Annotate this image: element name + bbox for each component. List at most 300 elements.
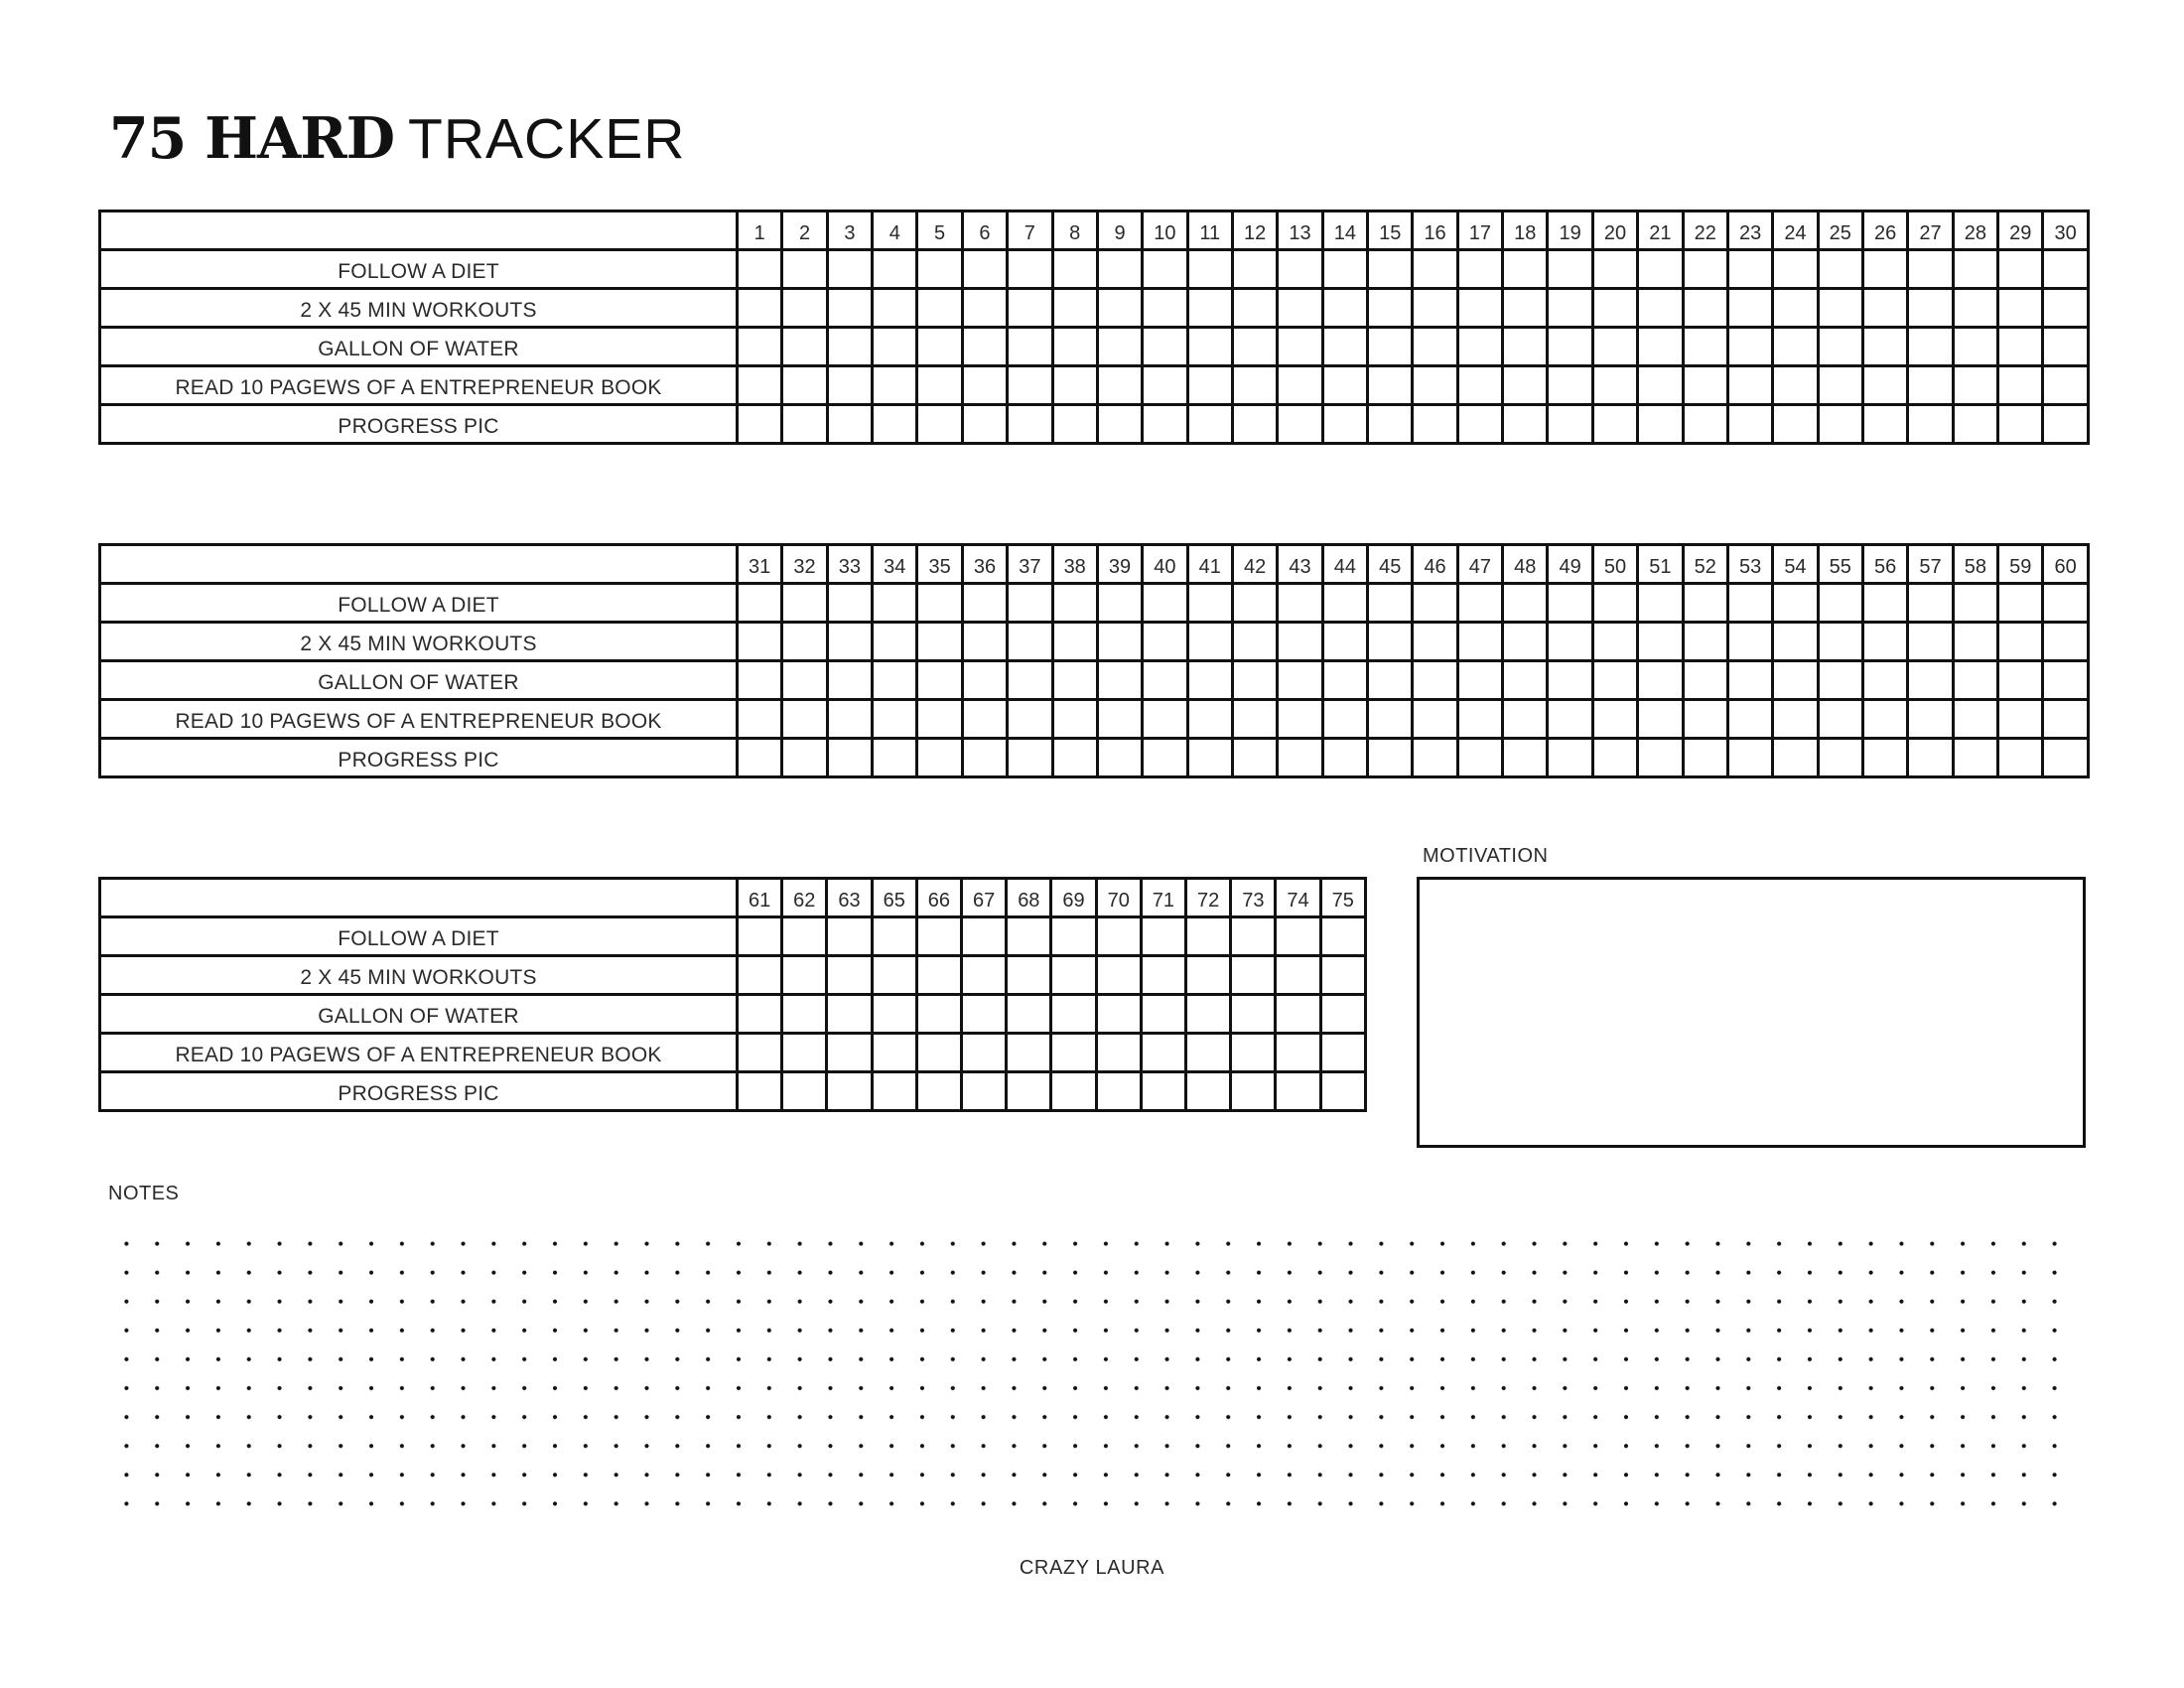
- checkbox-cell[interactable]: [782, 623, 827, 661]
- checkbox-cell[interactable]: [1592, 289, 1637, 328]
- checkbox-cell[interactable]: [873, 700, 917, 739]
- checkbox-cell[interactable]: [1187, 739, 1232, 777]
- checkbox-cell[interactable]: [1051, 956, 1096, 995]
- checkbox-cell[interactable]: [738, 250, 782, 289]
- checkbox-cell[interactable]: [782, 995, 827, 1034]
- checkbox-cell[interactable]: [738, 917, 782, 956]
- checkbox-cell[interactable]: [1592, 584, 1637, 623]
- checkbox-cell[interactable]: [1278, 584, 1322, 623]
- checkbox-cell[interactable]: [1322, 584, 1367, 623]
- checkbox-cell[interactable]: [917, 289, 962, 328]
- checkbox-cell[interactable]: [1186, 956, 1231, 995]
- checkbox-cell[interactable]: [1503, 739, 1548, 777]
- checkbox-cell[interactable]: [1320, 1034, 1365, 1072]
- checkbox-cell[interactable]: [1908, 366, 1953, 405]
- checkbox-cell[interactable]: [1008, 739, 1052, 777]
- checkbox-cell[interactable]: [1908, 328, 1953, 366]
- checkbox-cell[interactable]: [1097, 366, 1142, 405]
- checkbox-cell[interactable]: [872, 1034, 916, 1072]
- checkbox-cell[interactable]: [1908, 289, 1953, 328]
- checkbox-cell[interactable]: [916, 1034, 961, 1072]
- checkbox-cell[interactable]: [827, 956, 872, 995]
- checkbox-cell[interactable]: [1141, 1072, 1185, 1111]
- checkbox-cell[interactable]: [1953, 250, 1997, 289]
- checkbox-cell[interactable]: [1638, 661, 1683, 700]
- checkbox-cell[interactable]: [1276, 956, 1320, 995]
- checkbox-cell[interactable]: [1008, 700, 1052, 739]
- checkbox-cell[interactable]: [782, 1072, 827, 1111]
- checkbox-cell[interactable]: [1862, 739, 1907, 777]
- checkbox-cell[interactable]: [738, 289, 782, 328]
- checkbox-cell[interactable]: [738, 366, 782, 405]
- checkbox-cell[interactable]: [1862, 289, 1907, 328]
- checkbox-cell[interactable]: [738, 584, 782, 623]
- checkbox-cell[interactable]: [1503, 623, 1548, 661]
- checkbox-cell[interactable]: [827, 328, 872, 366]
- checkbox-cell[interactable]: [1548, 289, 1592, 328]
- checkbox-cell[interactable]: [1322, 623, 1367, 661]
- checkbox-cell[interactable]: [1052, 289, 1097, 328]
- checkbox-cell[interactable]: [782, 917, 827, 956]
- checkbox-cell[interactable]: [962, 289, 1007, 328]
- checkbox-cell[interactable]: [873, 623, 917, 661]
- checkbox-cell[interactable]: [1862, 661, 1907, 700]
- checkbox-cell[interactable]: [1413, 366, 1457, 405]
- checkbox-cell[interactable]: [1278, 661, 1322, 700]
- checkbox-cell[interactable]: [1232, 405, 1277, 444]
- checkbox-cell[interactable]: [1143, 405, 1187, 444]
- checkbox-cell[interactable]: [1097, 700, 1142, 739]
- checkbox-cell[interactable]: [827, 250, 872, 289]
- checkbox-cell[interactable]: [917, 739, 962, 777]
- checkbox-cell[interactable]: [1773, 700, 1818, 739]
- checkbox-cell[interactable]: [1908, 250, 1953, 289]
- checkbox-cell[interactable]: [782, 250, 827, 289]
- checkbox-cell[interactable]: [1008, 623, 1052, 661]
- checkbox-cell[interactable]: [2043, 661, 2088, 700]
- checkbox-cell[interactable]: [1727, 250, 1772, 289]
- checkbox-cell[interactable]: [916, 1072, 961, 1111]
- checkbox-cell[interactable]: [1862, 700, 1907, 739]
- checkbox-cell[interactable]: [1592, 328, 1637, 366]
- checkbox-cell[interactable]: [1052, 366, 1097, 405]
- checkbox-cell[interactable]: [1368, 328, 1413, 366]
- checkbox-cell[interactable]: [1862, 328, 1907, 366]
- checkbox-cell[interactable]: [1638, 584, 1683, 623]
- checkbox-cell[interactable]: [916, 917, 961, 956]
- checkbox-cell[interactable]: [738, 623, 782, 661]
- checkbox-cell[interactable]: [1187, 623, 1232, 661]
- checkbox-cell[interactable]: [962, 328, 1007, 366]
- checkbox-cell[interactable]: [873, 250, 917, 289]
- checkbox-cell[interactable]: [1231, 1072, 1276, 1111]
- checkbox-cell[interactable]: [1773, 366, 1818, 405]
- checkbox-cell[interactable]: [1052, 739, 1097, 777]
- checkbox-cell[interactable]: [1998, 405, 2043, 444]
- checkbox-cell[interactable]: [1322, 739, 1367, 777]
- checkbox-cell[interactable]: [962, 405, 1007, 444]
- checkbox-cell[interactable]: [1592, 739, 1637, 777]
- checkbox-cell[interactable]: [1232, 328, 1277, 366]
- checkbox-cell[interactable]: [1548, 405, 1592, 444]
- checkbox-cell[interactable]: [1457, 328, 1502, 366]
- checkbox-cell[interactable]: [1143, 700, 1187, 739]
- checkbox-cell[interactable]: [1998, 584, 2043, 623]
- checkbox-cell[interactable]: [1727, 405, 1772, 444]
- checkbox-cell[interactable]: [1141, 917, 1185, 956]
- checkbox-cell[interactable]: [917, 623, 962, 661]
- checkbox-cell[interactable]: [1143, 328, 1187, 366]
- checkbox-cell[interactable]: [1143, 623, 1187, 661]
- checkbox-cell[interactable]: [1862, 250, 1907, 289]
- checkbox-cell[interactable]: [1097, 623, 1142, 661]
- checkbox-cell[interactable]: [1368, 700, 1413, 739]
- checkbox-cell[interactable]: [1457, 661, 1502, 700]
- checkbox-cell[interactable]: [1998, 289, 2043, 328]
- checkbox-cell[interactable]: [1052, 250, 1097, 289]
- checkbox-cell[interactable]: [1727, 739, 1772, 777]
- checkbox-cell[interactable]: [1548, 739, 1592, 777]
- checkbox-cell[interactable]: [738, 956, 782, 995]
- checkbox-cell[interactable]: [1998, 250, 2043, 289]
- checkbox-cell[interactable]: [1592, 700, 1637, 739]
- checkbox-cell[interactable]: [1503, 405, 1548, 444]
- checkbox-cell[interactable]: [1143, 739, 1187, 777]
- checkbox-cell[interactable]: [1683, 405, 1727, 444]
- checkbox-cell[interactable]: [1368, 250, 1413, 289]
- checkbox-cell[interactable]: [962, 917, 1007, 956]
- checkbox-cell[interactable]: [1187, 584, 1232, 623]
- checkbox-cell[interactable]: [1052, 661, 1097, 700]
- checkbox-cell[interactable]: [1457, 623, 1502, 661]
- checkbox-cell[interactable]: [1187, 405, 1232, 444]
- checkbox-cell[interactable]: [1320, 995, 1365, 1034]
- checkbox-cell[interactable]: [1953, 739, 1997, 777]
- checkbox-cell[interactable]: [2043, 366, 2088, 405]
- checkbox-cell[interactable]: [1368, 739, 1413, 777]
- checkbox-cell[interactable]: [1231, 917, 1276, 956]
- checkbox-cell[interactable]: [1008, 250, 1052, 289]
- checkbox-cell[interactable]: [1097, 250, 1142, 289]
- checkbox-cell[interactable]: [782, 289, 827, 328]
- checkbox-cell[interactable]: [1322, 405, 1367, 444]
- checkbox-cell[interactable]: [873, 366, 917, 405]
- checkbox-cell[interactable]: [1548, 700, 1592, 739]
- checkbox-cell[interactable]: [1457, 700, 1502, 739]
- checkbox-cell[interactable]: [1683, 250, 1727, 289]
- checkbox-cell[interactable]: [1187, 700, 1232, 739]
- checkbox-cell[interactable]: [782, 366, 827, 405]
- checkbox-cell[interactable]: [962, 995, 1007, 1034]
- checkbox-cell[interactable]: [1683, 584, 1727, 623]
- checkbox-cell[interactable]: [1007, 1072, 1051, 1111]
- checkbox-cell[interactable]: [1141, 995, 1185, 1034]
- checkbox-cell[interactable]: [873, 289, 917, 328]
- checkbox-cell[interactable]: [1818, 289, 1862, 328]
- checkbox-cell[interactable]: [827, 584, 872, 623]
- checkbox-cell[interactable]: [1638, 739, 1683, 777]
- checkbox-cell[interactable]: [1862, 623, 1907, 661]
- checkbox-cell[interactable]: [1096, 917, 1141, 956]
- checkbox-cell[interactable]: [1638, 328, 1683, 366]
- checkbox-cell[interactable]: [1143, 250, 1187, 289]
- checkbox-cell[interactable]: [2043, 584, 2088, 623]
- checkbox-cell[interactable]: [1862, 584, 1907, 623]
- checkbox-cell[interactable]: [782, 1034, 827, 1072]
- checkbox-cell[interactable]: [1320, 1072, 1365, 1111]
- checkbox-cell[interactable]: [1052, 584, 1097, 623]
- checkbox-cell[interactable]: [1503, 366, 1548, 405]
- checkbox-cell[interactable]: [1773, 405, 1818, 444]
- checkbox-cell[interactable]: [782, 405, 827, 444]
- checkbox-cell[interactable]: [1097, 739, 1142, 777]
- checkbox-cell[interactable]: [1818, 250, 1862, 289]
- checkbox-cell[interactable]: [1727, 289, 1772, 328]
- checkbox-cell[interactable]: [1322, 661, 1367, 700]
- checkbox-cell[interactable]: [1051, 917, 1096, 956]
- checkbox-cell[interactable]: [1818, 661, 1862, 700]
- checkbox-cell[interactable]: [1908, 405, 1953, 444]
- checkbox-cell[interactable]: [1548, 366, 1592, 405]
- checkbox-cell[interactable]: [1008, 366, 1052, 405]
- checkbox-cell[interactable]: [873, 661, 917, 700]
- checkbox-cell[interactable]: [1548, 584, 1592, 623]
- checkbox-cell[interactable]: [962, 1034, 1007, 1072]
- checkbox-cell[interactable]: [1727, 584, 1772, 623]
- checkbox-cell[interactable]: [2043, 289, 2088, 328]
- checkbox-cell[interactable]: [1187, 289, 1232, 328]
- checkbox-cell[interactable]: [1413, 661, 1457, 700]
- motivation-box[interactable]: [1417, 877, 2086, 1148]
- checkbox-cell[interactable]: [872, 1072, 916, 1111]
- checkbox-cell[interactable]: [1096, 995, 1141, 1034]
- checkbox-cell[interactable]: [1232, 289, 1277, 328]
- checkbox-cell[interactable]: [1232, 250, 1277, 289]
- checkbox-cell[interactable]: [1320, 917, 1365, 956]
- checkbox-cell[interactable]: [1638, 366, 1683, 405]
- checkbox-cell[interactable]: [1638, 289, 1683, 328]
- checkbox-cell[interactable]: [1457, 405, 1502, 444]
- checkbox-cell[interactable]: [1143, 366, 1187, 405]
- checkbox-cell[interactable]: [1186, 917, 1231, 956]
- checkbox-cell[interactable]: [738, 405, 782, 444]
- checkbox-cell[interactable]: [1638, 405, 1683, 444]
- checkbox-cell[interactable]: [827, 1072, 872, 1111]
- checkbox-cell[interactable]: [1187, 366, 1232, 405]
- checkbox-cell[interactable]: [916, 995, 961, 1034]
- checkbox-cell[interactable]: [962, 661, 1007, 700]
- checkbox-cell[interactable]: [1008, 289, 1052, 328]
- checkbox-cell[interactable]: [738, 995, 782, 1034]
- checkbox-cell[interactable]: [1457, 584, 1502, 623]
- checkbox-cell[interactable]: [1232, 623, 1277, 661]
- checkbox-cell[interactable]: [1953, 584, 1997, 623]
- checkbox-cell[interactable]: [1187, 328, 1232, 366]
- checkbox-cell[interactable]: [738, 1072, 782, 1111]
- checkbox-cell[interactable]: [1232, 700, 1277, 739]
- checkbox-cell[interactable]: [1818, 584, 1862, 623]
- checkbox-cell[interactable]: [2043, 328, 2088, 366]
- checkbox-cell[interactable]: [827, 1034, 872, 1072]
- checkbox-cell[interactable]: [1413, 739, 1457, 777]
- checkbox-cell[interactable]: [1548, 623, 1592, 661]
- checkbox-cell[interactable]: [782, 328, 827, 366]
- checkbox-cell[interactable]: [1953, 405, 1997, 444]
- checkbox-cell[interactable]: [1232, 366, 1277, 405]
- checkbox-cell[interactable]: [1008, 328, 1052, 366]
- checkbox-cell[interactable]: [1953, 366, 1997, 405]
- checkbox-cell[interactable]: [1276, 1034, 1320, 1072]
- checkbox-cell[interactable]: [1862, 405, 1907, 444]
- checkbox-cell[interactable]: [1186, 1034, 1231, 1072]
- checkbox-cell[interactable]: [1368, 623, 1413, 661]
- checkbox-cell[interactable]: [1908, 584, 1953, 623]
- checkbox-cell[interactable]: [1231, 1034, 1276, 1072]
- checkbox-cell[interactable]: [782, 584, 827, 623]
- checkbox-cell[interactable]: [1322, 328, 1367, 366]
- checkbox-cell[interactable]: [1051, 995, 1096, 1034]
- checkbox-cell[interactable]: [1592, 623, 1637, 661]
- checkbox-cell[interactable]: [1097, 289, 1142, 328]
- checkbox-cell[interactable]: [1998, 700, 2043, 739]
- checkbox-cell[interactable]: [1953, 289, 1997, 328]
- checkbox-cell[interactable]: [1998, 366, 2043, 405]
- checkbox-cell[interactable]: [1368, 584, 1413, 623]
- checkbox-cell[interactable]: [872, 917, 916, 956]
- checkbox-cell[interactable]: [917, 661, 962, 700]
- checkbox-cell[interactable]: [1908, 623, 1953, 661]
- checkbox-cell[interactable]: [1007, 917, 1051, 956]
- checkbox-cell[interactable]: [1008, 405, 1052, 444]
- checkbox-cell[interactable]: [782, 700, 827, 739]
- checkbox-cell[interactable]: [1413, 623, 1457, 661]
- checkbox-cell[interactable]: [1773, 289, 1818, 328]
- checkbox-cell[interactable]: [1231, 995, 1276, 1034]
- checkbox-cell[interactable]: [1503, 328, 1548, 366]
- checkbox-cell[interactable]: [1773, 623, 1818, 661]
- checkbox-cell[interactable]: [962, 739, 1007, 777]
- checkbox-cell[interactable]: [873, 328, 917, 366]
- checkbox-cell[interactable]: [1503, 584, 1548, 623]
- checkbox-cell[interactable]: [1592, 661, 1637, 700]
- checkbox-cell[interactable]: [873, 739, 917, 777]
- checkbox-cell[interactable]: [1278, 328, 1322, 366]
- checkbox-cell[interactable]: [1503, 661, 1548, 700]
- checkbox-cell[interactable]: [962, 700, 1007, 739]
- checkbox-cell[interactable]: [1457, 739, 1502, 777]
- checkbox-cell[interactable]: [827, 405, 872, 444]
- checkbox-cell[interactable]: [1818, 739, 1862, 777]
- checkbox-cell[interactable]: [1278, 405, 1322, 444]
- checkbox-cell[interactable]: [1187, 661, 1232, 700]
- checkbox-cell[interactable]: [782, 661, 827, 700]
- checkbox-cell[interactable]: [827, 289, 872, 328]
- checkbox-cell[interactable]: [1096, 1034, 1141, 1072]
- checkbox-cell[interactable]: [1322, 289, 1367, 328]
- checkbox-cell[interactable]: [1953, 623, 1997, 661]
- checkbox-cell[interactable]: [1278, 700, 1322, 739]
- checkbox-cell[interactable]: [1007, 1034, 1051, 1072]
- checkbox-cell[interactable]: [827, 661, 872, 700]
- checkbox-cell[interactable]: [1097, 661, 1142, 700]
- checkbox-cell[interactable]: [1143, 289, 1187, 328]
- checkbox-cell[interactable]: [1232, 584, 1277, 623]
- checkbox-cell[interactable]: [738, 661, 782, 700]
- checkbox-cell[interactable]: [1320, 956, 1365, 995]
- checkbox-cell[interactable]: [827, 917, 872, 956]
- checkbox-cell[interactable]: [1818, 700, 1862, 739]
- checkbox-cell[interactable]: [1052, 623, 1097, 661]
- checkbox-cell[interactable]: [917, 405, 962, 444]
- checkbox-cell[interactable]: [917, 328, 962, 366]
- checkbox-cell[interactable]: [1773, 661, 1818, 700]
- checkbox-cell[interactable]: [1953, 328, 1997, 366]
- checkbox-cell[interactable]: [1322, 250, 1367, 289]
- checkbox-cell[interactable]: [1008, 584, 1052, 623]
- checkbox-cell[interactable]: [1638, 700, 1683, 739]
- checkbox-cell[interactable]: [1503, 289, 1548, 328]
- checkbox-cell[interactable]: [1186, 995, 1231, 1034]
- checkbox-cell[interactable]: [1998, 661, 2043, 700]
- checkbox-cell[interactable]: [1051, 1072, 1096, 1111]
- checkbox-cell[interactable]: [962, 584, 1007, 623]
- checkbox-cell[interactable]: [1232, 739, 1277, 777]
- checkbox-cell[interactable]: [1818, 405, 1862, 444]
- checkbox-cell[interactable]: [1007, 995, 1051, 1034]
- checkbox-cell[interactable]: [917, 250, 962, 289]
- checkbox-cell[interactable]: [738, 328, 782, 366]
- checkbox-cell[interactable]: [1413, 289, 1457, 328]
- checkbox-cell[interactable]: [827, 700, 872, 739]
- checkbox-cell[interactable]: [1007, 956, 1051, 995]
- checkbox-cell[interactable]: [1097, 328, 1142, 366]
- checkbox-cell[interactable]: [2043, 623, 2088, 661]
- checkbox-cell[interactable]: [1592, 405, 1637, 444]
- checkbox-cell[interactable]: [962, 1072, 1007, 1111]
- checkbox-cell[interactable]: [782, 739, 827, 777]
- checkbox-cell[interactable]: [1503, 700, 1548, 739]
- checkbox-cell[interactable]: [1141, 956, 1185, 995]
- checkbox-cell[interactable]: [1727, 328, 1772, 366]
- checkbox-cell[interactable]: [1818, 623, 1862, 661]
- checkbox-cell[interactable]: [1413, 405, 1457, 444]
- checkbox-cell[interactable]: [1862, 366, 1907, 405]
- checkbox-cell[interactable]: [1096, 1072, 1141, 1111]
- checkbox-cell[interactable]: [872, 956, 916, 995]
- checkbox-cell[interactable]: [2043, 250, 2088, 289]
- checkbox-cell[interactable]: [1413, 584, 1457, 623]
- checkbox-cell[interactable]: [1727, 366, 1772, 405]
- checkbox-cell[interactable]: [1096, 956, 1141, 995]
- checkbox-cell[interactable]: [1953, 661, 1997, 700]
- checkbox-cell[interactable]: [2043, 739, 2088, 777]
- checkbox-cell[interactable]: [916, 956, 961, 995]
- checkbox-cell[interactable]: [1097, 405, 1142, 444]
- checkbox-cell[interactable]: [1818, 366, 1862, 405]
- checkbox-cell[interactable]: [872, 995, 916, 1034]
- checkbox-cell[interactable]: [1998, 623, 2043, 661]
- checkbox-cell[interactable]: [962, 250, 1007, 289]
- checkbox-cell[interactable]: [1998, 739, 2043, 777]
- checkbox-cell[interactable]: [1186, 1072, 1231, 1111]
- checkbox-cell[interactable]: [1187, 250, 1232, 289]
- checkbox-cell[interactable]: [1683, 700, 1727, 739]
- checkbox-cell[interactable]: [1727, 700, 1772, 739]
- checkbox-cell[interactable]: [1278, 366, 1322, 405]
- checkbox-cell[interactable]: [1278, 623, 1322, 661]
- checkbox-cell[interactable]: [1683, 289, 1727, 328]
- checkbox-cell[interactable]: [1413, 250, 1457, 289]
